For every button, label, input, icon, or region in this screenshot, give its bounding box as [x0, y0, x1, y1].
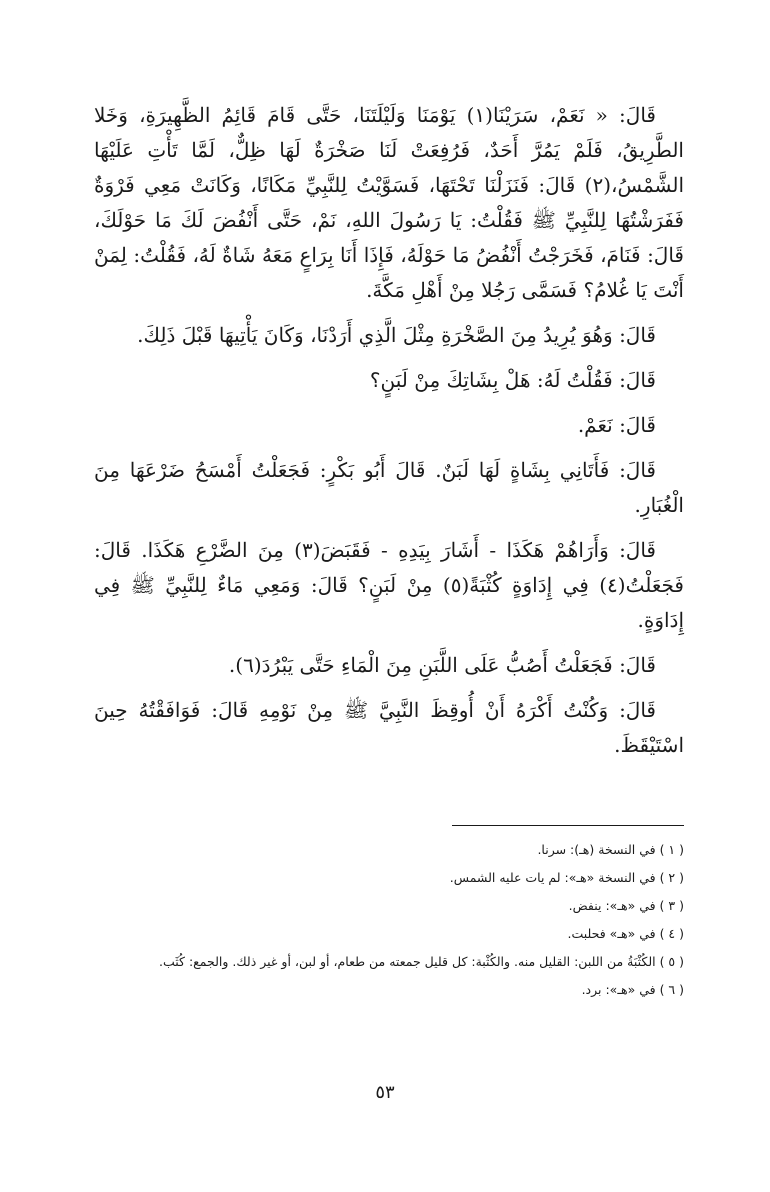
main-text	[94, 98, 684, 763]
paragraph: قَالَ: « نَعَمْ، سَرَيْنَا(١) يَوْمَنَا وَلَيْلَتَنَا، حَتَّى قَامَ قَائِمُ الظَّهِيرَةِ، وَخَلا الطَّرِيقُ، فَلَمْ يَمُرَّ أَحَدٌ، فَرُفِعَتْ لَنَا صَخْرَةٌ لَهَا ظِلٌّ، لَمَّا تَأْتِ عَلَيْهَا الشَّمْسُ،(٢) قَالَ: فَنَزَلْنَا تَحْتَهَا، فَسَوَّيْتُ لِلنَّبِيِّ مَكَانًا، وَكَانَتْ مَعِي فَرْوَةٌ فَفَرَشْتُهَا لِلنَّبِيِّ ﷺ فَقُلْتُ: يَا رَسُولَ اللهِ، نَمْ، حَتَّى أَنْفُضَ لَكَ مَا حَوْلَكَ، قَالَ: فَنَامَ، فَخَرَجْتُ أَنْفُضُ مَا حَوْلَهُ، فَإِذَا أَنَا بِرَاعٍ مَعَهُ شَاةٌ لَهُ، فَقُلْتُ: لِمَنْ أَنْتَ يَا غُلامُ؟ فَسَمَّى رَجُلا مِنْ أَهْلِ مَكَّةَ.	[94, 103, 684, 302]
footnote: ( ٦ ) في «هـ»: برد.	[581, 982, 684, 997]
footnote: ( ٤ ) في «هـ» فحلبت.	[567, 926, 684, 941]
footnote: ( ٢ ) في النسخة «هـ»: لم يات عليه الشمس.	[449, 870, 684, 885]
paragraph: قَالَ: وَأَرَاهُمْ هَكَذَا - أَشَارَ بِيَدِهِ - فَقَبَضَ(٣) مِنَ الضَّرْعِ هَكَذَا. قَالَ: فَجَعَلْتُ(٤) فِي إِدَاوَةٍ كُثْبَةً(٥) مِنْ لَبَنٍ؟ قَالَ: وَمَعِي مَاءٌ لِلنَّبِيِّ ﷺ فِي إِدَاوَةٍ.	[94, 538, 684, 632]
footnote: ( ٥ ) الكُثْبَةُ من اللبن: القليل منه. والكُثْبة: كل قليل جمعته من طعام، أو لبن، أو غير ذلك. والجمع: كُثَب.	[159, 954, 684, 969]
paragraph: قَالَ: فَقُلْتُ لَهُ: هَلْ بِشَاتِكَ مِنْ لَبَنٍ؟	[369, 368, 656, 392]
footnote: ( ١ ) في النسخة (هـ): سرنا.	[537, 842, 684, 857]
page-number: ٥٣	[375, 1082, 395, 1103]
paragraph: قَالَ: فَجَعَلْتُ أَصُبُّ عَلَى اللَّبَنِ مِنَ الْمَاءِ حَتَّى يَبْرُدَ(٦).	[228, 653, 656, 677]
footnotes	[94, 836, 684, 1004]
footnote-divider	[452, 825, 684, 826]
footnote: ( ٣ ) في «هـ»: ينفض.	[568, 898, 684, 913]
paragraph: قَالَ: نَعَمْ.	[577, 413, 656, 437]
paragraph: قَالَ: وَهُوَ يُرِيدُ مِنَ الصَّخْرَةِ مِثْلَ الَّذِي أَرَدْنَا، وَكَانَ يَأْتِيهَا قَبْلَ ذَلِكَ.	[137, 323, 656, 347]
paragraph: قَالَ: وَكُنْتُ أَكْرَهُ أَنْ أُوقِظَ النَّبِيَّ ﷺ مِنْ نَوْمِهِ قَالَ: فَوَافَقْتُهُ حِينَ اسْتَيْقَظَ.	[94, 698, 684, 757]
paragraph: قَالَ: فَأَتَانِي بِشَاةٍ لَهَا لَبَنٌ. قَالَ أَبُو بَكْرٍ: فَجَعَلْتُ أَمْسَحُ ضَرْعَهَا مِنَ الْغُبَارِ.	[94, 458, 684, 517]
